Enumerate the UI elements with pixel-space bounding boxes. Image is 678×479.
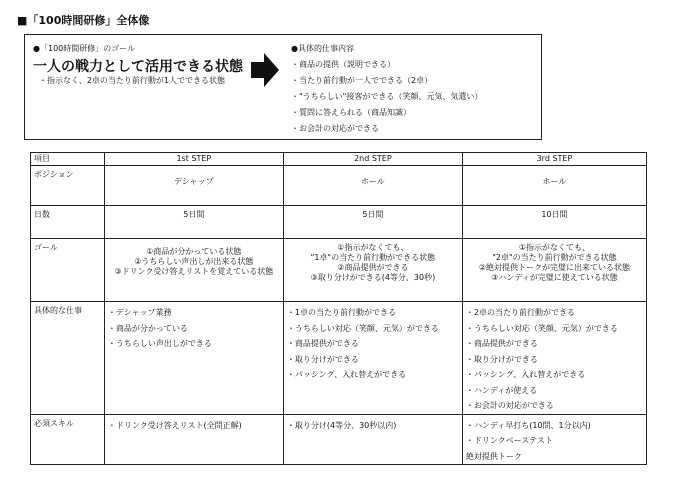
skill-line: 絶対提供トーク bbox=[465, 451, 522, 461]
training-steps-table bbox=[30, 152, 647, 465]
column-header-step1: 1st STEP bbox=[104, 153, 283, 166]
jobs-step1 bbox=[104, 302, 283, 415]
list-item: ・お会計の対応ができる bbox=[291, 124, 379, 133]
row-label-goal: ゴール bbox=[31, 239, 105, 302]
summary-box bbox=[24, 34, 542, 140]
days-step1: 5日間 bbox=[104, 206, 283, 239]
row-label-days: 日数 bbox=[31, 206, 105, 239]
skills-step2 bbox=[283, 414, 462, 465]
list-item: ・当たり前行動が一人でできる（2卓） bbox=[291, 76, 433, 85]
skills-step3 bbox=[462, 414, 646, 465]
goal-line: ②絶対提供トークが完璧に出来ている状態 bbox=[478, 263, 631, 272]
jobs-step3 bbox=[462, 302, 646, 415]
goal-line: ③取り分けができる(4等分、30秒) bbox=[310, 273, 436, 282]
skill-line: ・ハンディ早打ち(10問、1分以内) bbox=[465, 420, 591, 430]
column-header-step3: 3rd STEP bbox=[462, 153, 646, 166]
skill-line: ・取り分け(4等分、30秒以内) bbox=[286, 420, 397, 430]
goal-step2 bbox=[283, 239, 462, 302]
jobs-step2 bbox=[283, 302, 462, 415]
job-line: ・お会計の対応ができる bbox=[465, 401, 554, 410]
table-row bbox=[31, 239, 647, 302]
goal-line: ③ドリンク受け答えリストを覚えている状態 bbox=[114, 267, 274, 276]
position-step1: デシャップ bbox=[104, 166, 283, 206]
position-step2: ホール bbox=[283, 166, 462, 206]
row-label-skills: 必須スキル bbox=[31, 414, 105, 465]
table-header-row bbox=[31, 153, 647, 166]
table-row bbox=[31, 302, 647, 415]
job-line: ・うちらしい対応（笑顔、元気）ができる bbox=[286, 323, 439, 333]
duties-heading: ●具体的仕事内容 bbox=[291, 44, 354, 53]
job-line: ・2卓の当たり前行動ができる bbox=[465, 308, 575, 317]
skill-line: ・ドリンク受け答えリスト(全問正解) bbox=[107, 420, 242, 430]
goal-line: "2卓"の当たり前行動ができる状態 bbox=[492, 253, 617, 262]
goal-line: "1卓"の当たり前行動ができる状態 bbox=[310, 253, 436, 262]
row-label-jobs: 具体的な仕事 bbox=[31, 302, 105, 415]
job-line: ・パッシング、入れ替えができる bbox=[286, 370, 407, 379]
list-item: ・"うちらしい"接客ができる（笑顔、元気、気遣い） bbox=[291, 92, 483, 101]
page-title: ■「100時間研修」全体像 bbox=[17, 14, 150, 27]
job-line: ・うちらしい対応（笑顔、元気）ができる bbox=[465, 323, 618, 333]
job-line: ・取り分けができる bbox=[465, 354, 538, 364]
skills-step1 bbox=[104, 414, 283, 465]
row-label-position: ポジション bbox=[31, 166, 105, 206]
goal-step3 bbox=[462, 239, 646, 302]
job-line: ・パッシング、入れ替えができる bbox=[465, 370, 586, 379]
goal-line: ①指示がなくても、 bbox=[337, 243, 409, 252]
table-row bbox=[31, 414, 647, 465]
goal-sub-statement: ・指示なく、2卓の当たり前行動が1人でできる状態 bbox=[39, 76, 226, 85]
column-header-item: 項目 bbox=[31, 153, 105, 166]
table-row bbox=[31, 206, 647, 239]
goal-main-statement: 一人の戦力として活用できる状態 bbox=[33, 59, 243, 75]
days-step2: 5日間 bbox=[283, 206, 462, 239]
job-line: ・ハンディが使える bbox=[465, 385, 538, 395]
job-line: ・商品が分かっている bbox=[107, 323, 188, 333]
goal-line: ②うちらしい声出しが出来る状態 bbox=[134, 257, 254, 266]
job-line: ・1卓の当たり前行動ができる bbox=[286, 308, 396, 317]
job-line: ・商品提供ができる bbox=[286, 339, 359, 348]
days-step3: 10日間 bbox=[462, 206, 646, 239]
position-step3: ホール bbox=[462, 166, 646, 206]
list-item: ・商品の提供（説明できる） bbox=[291, 60, 395, 69]
goal-line: ③ハンディが完璧に使えている状態 bbox=[491, 273, 618, 282]
list-item: ・質問に答えられる（商品知識） bbox=[291, 108, 411, 117]
job-line: ・デシャップ業務 bbox=[107, 308, 172, 317]
right-arrow-icon bbox=[251, 53, 279, 87]
goal-line: ②商品提供ができる bbox=[337, 263, 409, 272]
goal-line: ①指示がなくても、 bbox=[518, 243, 591, 252]
duties-list bbox=[291, 57, 482, 137]
skill-line: ・ドリンクベーステスト bbox=[465, 436, 553, 445]
job-line: ・うちらしい声出しができる bbox=[107, 339, 212, 348]
goal-step1 bbox=[104, 239, 283, 302]
table-row bbox=[31, 166, 647, 206]
goal-line: ①商品が分かっている状態 bbox=[146, 247, 242, 256]
job-line: ・取り分けができる bbox=[286, 354, 359, 364]
column-header-step2: 2nd STEP bbox=[283, 153, 462, 166]
goal-heading: ●「100時間研修」のゴール bbox=[33, 44, 136, 53]
job-line: ・商品提供ができる bbox=[465, 339, 538, 348]
